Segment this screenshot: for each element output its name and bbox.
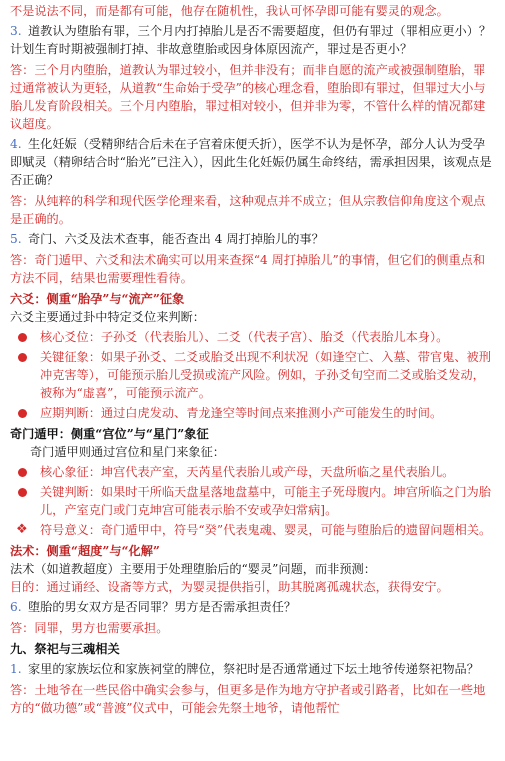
section-9-title: 九、祭祀与三魂相关 [10, 642, 120, 656]
bullet-dot-icon [18, 468, 27, 477]
liuyao-bullet-list [10, 328, 495, 422]
answer-6: 答：同罪，男方也需要承担。 [10, 621, 169, 635]
bullet-dot-icon [18, 353, 27, 362]
bullet-dot-icon [18, 409, 27, 418]
list-item-text: 关键征象：如果子孙爻、二爻或胎爻出现不利状况（如逢空亡、入墓、带官鬼、被刑冲克害等），可能预示胎儿受损或流产风险。例如，子孙爻旬空而二爻或胎爻发动，被称为“虚喜”，可能预示流产。 [40, 350, 491, 400]
list-item-text: 符号意义：奇门遁甲中，符号“癸”代表鬼魂、婴灵，可能与堕胎后的遗留问题相关。 [40, 523, 492, 537]
qimen-bullet-list [10, 463, 495, 539]
list-item-text: 关键判断：如果时干所临天盘星落地盘墓中，可能主子死母腹内。坤宫所临之门为胎儿，产室克门或门克坤宫可能表示胎不安或孕妇常病]。 [40, 485, 491, 517]
answer-4: 答：从纯粹的科学和现代医学伦理来看，这种观点并不成立；但从宗教信仰角度这个观点是正确的。 [10, 194, 486, 226]
section-fashu-purpose: 目的：通过诵经、设斋等方式，为婴灵提供指引，助其脱离孤魂状态，获得安宁。 [10, 580, 449, 594]
list-item-text: 应期判断：通过白虎发动、青龙逢空等时间点来推测小产可能发生的时间。 [40, 406, 443, 420]
question-3 [10, 22, 495, 58]
question-text: 生化妊娠（受精卵结合后未在子宫着床便夭折），医学不认为是怀孕，部分人认为受孕即赋灵（精卵结合时“胎光”已注入），因此生化妊娠仍属生命终结，需承担因果，该观点是否正确？ [10, 137, 492, 187]
list-item [10, 463, 495, 481]
section-fashu-intro: 法术（如道教超度）主要用于处理堕胎后的“婴灵”问题，而非预测： [10, 562, 376, 576]
list-item-text: 核心象征：坤宫代表产室，天芮星代表胎儿或产母，天盘所临之星代表胎儿。 [40, 465, 455, 479]
question-text: 奇门、六爻及法术查事，能否查出 4 周打掉胎儿的事？ [28, 232, 324, 246]
bullet-dot-icon [18, 333, 27, 342]
list-item [10, 404, 495, 422]
question-number: 6. [10, 600, 22, 614]
bullet-dot-icon [18, 488, 27, 497]
section-fashu-title: 法术：侧重“超度”与“化解” [10, 544, 160, 558]
question-number: 3. [10, 24, 22, 38]
question-text: 道教认为堕胎有罪，三个月内打掉胎儿是否不需要超度，但仍有罪过（罪相应更小）？计划生育时期被强制打掉、非故意堕胎或因身体原因流产，罪过是否更小？ [10, 24, 492, 56]
question-9-1 [10, 660, 495, 678]
list-item-text: 核心爻位：子孙爻（代表胎儿）、二爻（代表子宫）、胎爻（代表胎儿本身）。 [40, 330, 449, 344]
answer-5: 答：奇门遁甲、六爻和法术确实可以用来查探“4 周打掉胎儿”的事情，但它们的侧重点和方法不同，结果也需要理性看待。 [10, 253, 486, 285]
diamond-bullet-icon: ❖ [16, 522, 28, 537]
question-5 [10, 230, 495, 248]
question-4 [10, 135, 495, 189]
intro-answer: 不是说法不同，而是都有可能，他存在随机性，我认可怀孕即可能有婴灵的观念。 [10, 4, 449, 18]
answer-3: 答：三个月内堕胎，道教认为罪过较小，但并非没有；而非自愿的流产或被强制堕胎，罪过通常被认为更轻，从道教“生命始于受孕”的核心理念看，堕胎即有罪过，但罪过大小与胎儿发育阶段相关。三个月内堕胎，罪过相对较小，但并非为零，不管什么样的情况都建议超度。 [10, 63, 486, 131]
list-item [10, 483, 495, 519]
list-item [10, 348, 495, 402]
question-number: 5. [10, 232, 22, 246]
question-text: 堕胎的男女双方是否同罪？男方是否需承担责任？ [28, 600, 297, 614]
section-liuyao-intro: 六爻主要通过卦中特定爻位来判断： [10, 310, 205, 324]
section-qimen-title: 奇门遁甲：侧重“宫位”与“星门”象征 [10, 427, 209, 441]
section-liuyao-title: 六爻：侧重“胎孕”与“流产”征象 [10, 292, 185, 306]
list-item [10, 521, 495, 539]
answer-9-1: 答：土地爷在一些民俗中确实会参与，但更多是作为地方守护者或引路者，比如在一些地方的“做功德”或“普渡”仪式中，可能会先祭土地爷，请他帮忙 [10, 683, 486, 715]
question-number: 4. [10, 137, 22, 151]
question-number: 1. [10, 662, 22, 676]
question-text: 家里的家族坛位和家族祠堂的牌位，祭祀时是否通常通过下坛土地爷传递祭祀物品？ [28, 662, 479, 676]
question-6 [10, 598, 495, 616]
section-qimen-intro: 奇门遁甲则通过宫位和星门来象征： [30, 445, 225, 459]
list-item [10, 328, 495, 346]
